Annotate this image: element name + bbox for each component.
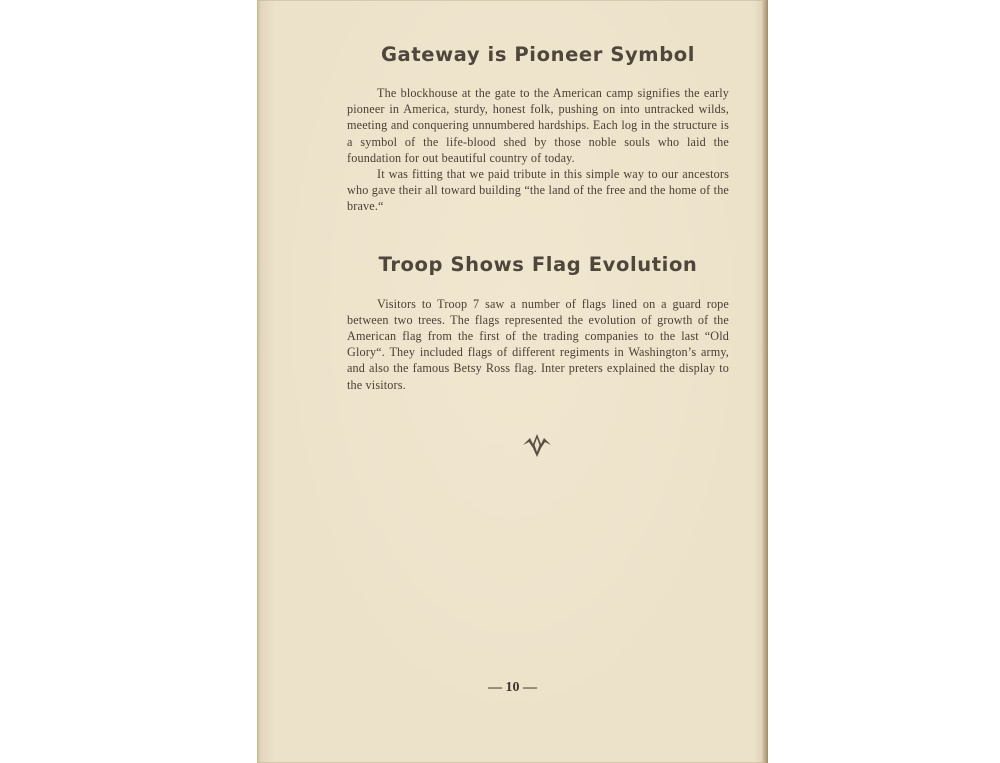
page-number: — 10 — [488, 680, 537, 695]
page-left-edge [257, 0, 261, 763]
arrowhead-ornament-icon [522, 432, 552, 458]
paragraph: Visitors to Troop 7 saw a number of flags lined on a guard rope between two trees. The flags represented the evolution of growth of the American flag from the first of the trading companies to the last “Old Glory“. They included flags of different regiments in Washington’s army, and also the famous Betsy Ross flag. Inter preters explained the display to the visitors. [347, 296, 729, 392]
section-flag-evolution [347, 253, 729, 393]
section-body [347, 296, 729, 393]
page-right-edge [762, 0, 768, 763]
page-content [347, 40, 729, 393]
section-body [347, 85, 729, 215]
paragraph: It was fitting that we paid tribute in this simple way to our ancestors who gave their all toward building “the land of the free and the home of the brave.“ [347, 167, 729, 214]
section-gateway [347, 43, 729, 215]
section-heading: Gateway is Pioneer Symbol [380, 43, 696, 66]
section-heading: Troop Shows Flag Evolution [378, 252, 698, 276]
document-page [257, 0, 768, 763]
paragraph: The blockhouse at the gate to the American camp signifies the early pioneer in America, sturdy, honest folk, pushing on into untracked wilds, meeting and conquering unnumbered hardships. Each log in the structure is a symbol of the life-blood shed by those noble souls who laid the foundation for out beautiful country of today. [347, 86, 729, 165]
